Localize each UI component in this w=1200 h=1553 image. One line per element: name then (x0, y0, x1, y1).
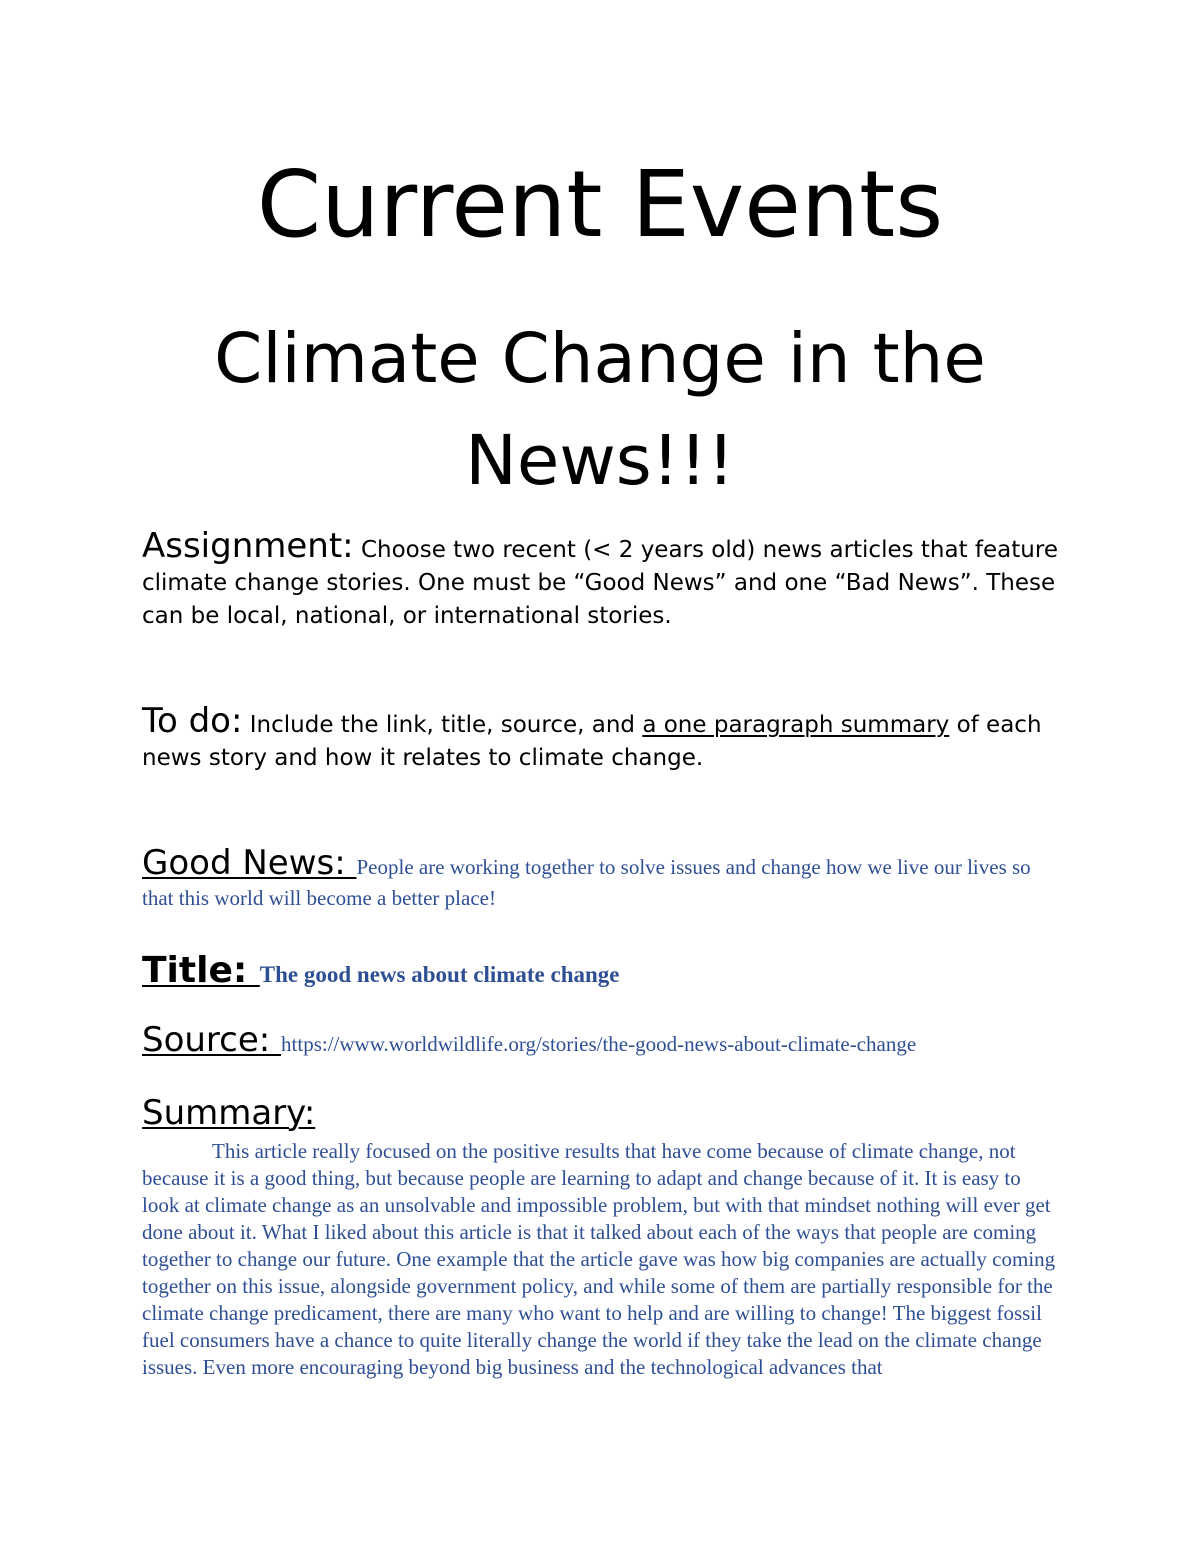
good-news-label: Good News: (142, 843, 357, 883)
assignment-paragraph (142, 526, 1062, 633)
good-news-text: People are working together to solve issues and change how we live our lives so that this world will become a better place! (142, 855, 1031, 910)
todo-text-after: of each news story and how it relates to climate change. (142, 712, 1042, 771)
summary-body: This article really focused on the positive results that have come because of climate change, not because it is a good thing, but because people are learning to adapt and change because of it. It is easy to look at climate change as an unsolvable and impossible problem, but with that mindset nothing will ever get done about it. What I liked about this article is that it talked about each of the ways that people are coming together to change our future. One example that the article gave was how big companies are actually coming together on this issue, alongside government policy, and while some of them are partially responsible for the climate change predicament, there are many who want to help and are willing to change! The biggest fossil fuel consumers have a chance to quite literally change the world if they take the lead on the climate change issues. Even more encouraging beyond big business and the technological advances that (142, 1139, 1056, 1379)
todo-paragraph (142, 701, 1062, 775)
title-value: The good news about climate change (259, 962, 620, 987)
todo-label: To do: (142, 701, 243, 741)
todo-text-before: Include the link, title, source, and (242, 712, 643, 738)
todo-underlined-text: a one paragraph summary (642, 712, 950, 738)
source-label: Source: (142, 1020, 282, 1060)
source-url: https://www.worldwildlife.org/stories/the-good-news-about-climate-change (281, 1032, 917, 1056)
document-title: Current Events (256, 151, 944, 258)
summary-heading (142, 1093, 1062, 1133)
title-field (142, 950, 1062, 991)
assignment-label: Assignment: (142, 526, 354, 566)
document-subtitle: Climate Change in the News!!! (214, 319, 986, 501)
assignment-text: Choose two recent (< 2 years old) news articles that feature climate change stories. One must be “Good News” and one “Bad News”. These can be local, national, or international stories. (142, 537, 1058, 629)
source-field (142, 1020, 1062, 1060)
title-label: Title: (142, 950, 260, 991)
good-news-paragraph (142, 843, 1062, 914)
summary-label: Summary: (142, 1093, 316, 1133)
